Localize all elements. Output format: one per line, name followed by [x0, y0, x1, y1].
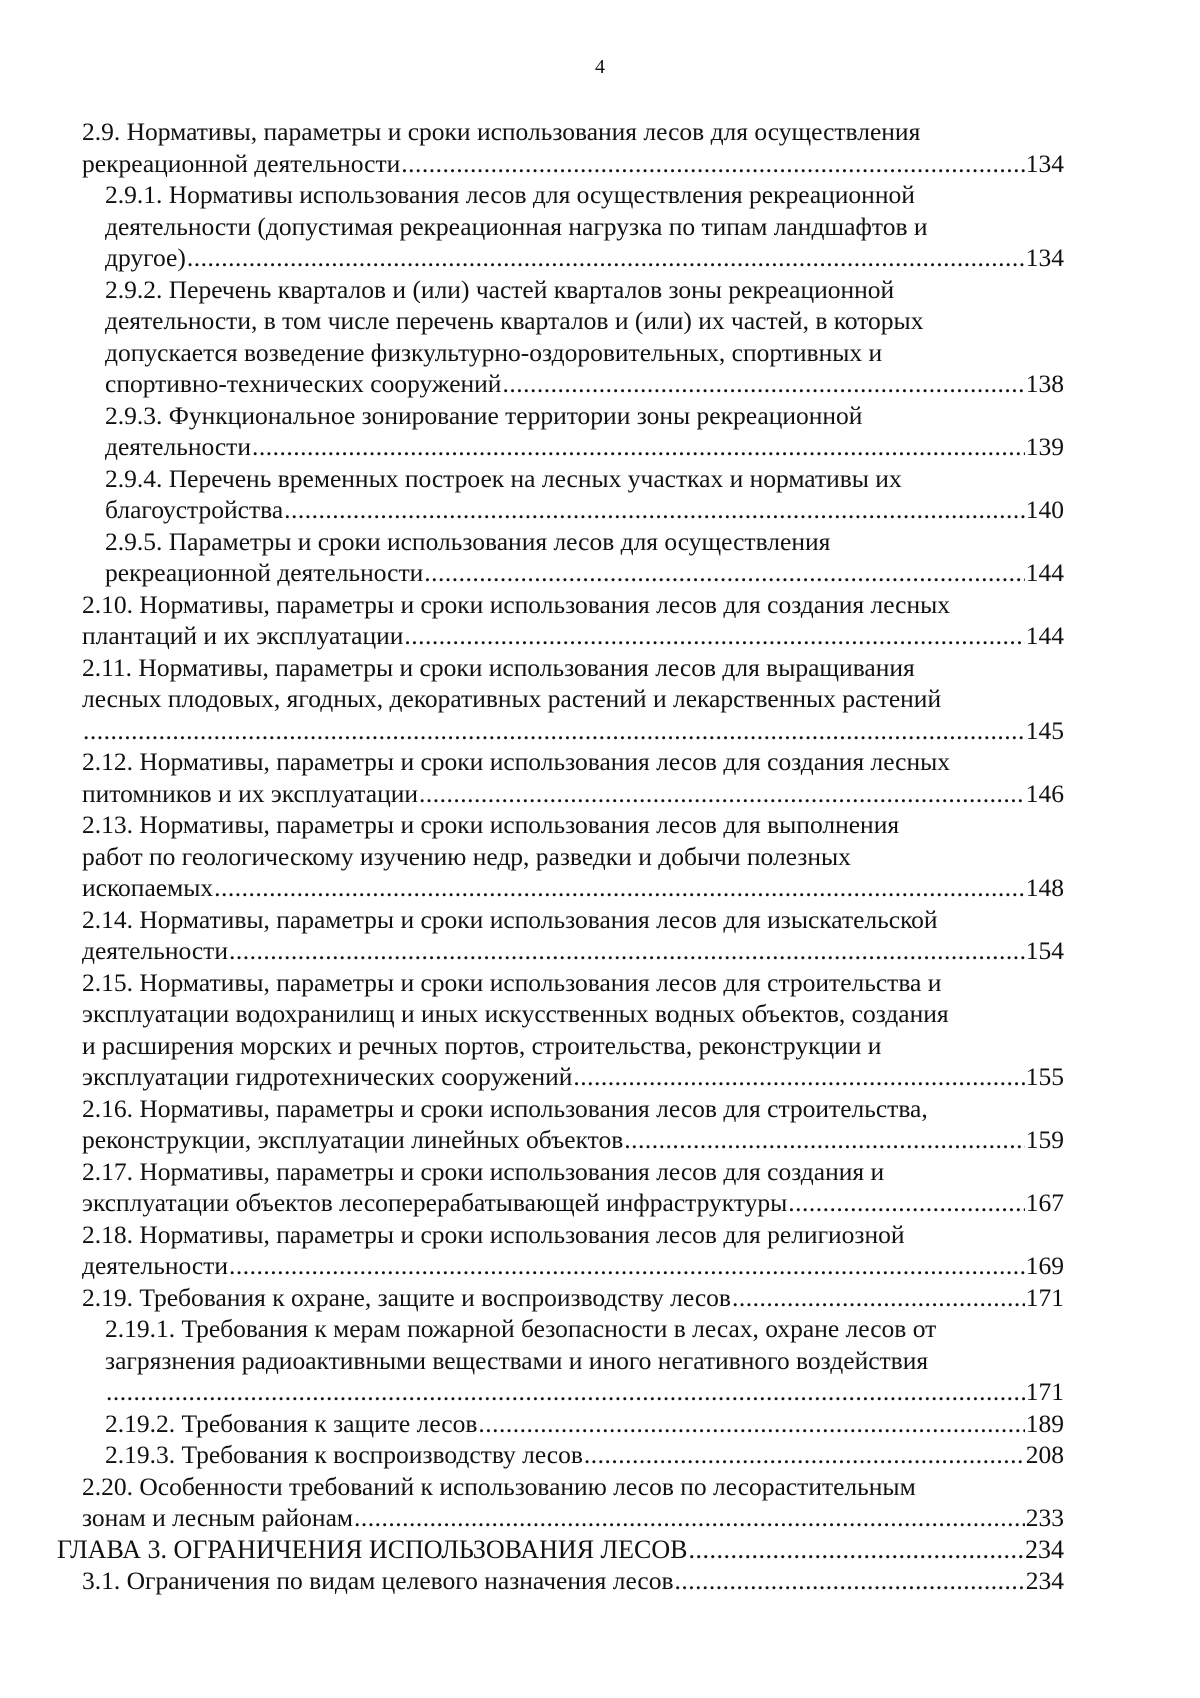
- dot-leader: [214, 872, 1025, 904]
- toc-entry-title-end: ископаемых: [82, 873, 214, 902]
- toc-entry-title-line: 2.9.2. Перечень кварталов и (или) частей кварталов зоны рекреационной: [105, 274, 895, 304]
- dot-leader: [584, 1439, 1025, 1471]
- toc-entry-title-line: загрязнения радиоактивными веществами и иного негативного воздействия: [105, 1345, 929, 1375]
- dot-leader: [624, 1124, 1024, 1156]
- toc-entry-last-line: [82, 1565, 1064, 1597]
- toc-entry-last-line: [105, 431, 1064, 463]
- toc-entry-last-line: [82, 1502, 1064, 1534]
- dot-leader: [675, 1565, 1025, 1597]
- toc-entry-last-line: [82, 935, 1064, 967]
- toc-entry-title-end: благоустройства: [105, 495, 284, 524]
- toc-entry-page-number: 138: [1025, 369, 1064, 398]
- toc-entry-title-line: 2.20. Особенности требований к использованию лесов по лесорастительным: [82, 1471, 916, 1501]
- toc-entry-page-number: 146: [1025, 778, 1064, 808]
- toc-entry[interactable]: [105, 463, 1064, 526]
- toc-entry-page-number: 145: [1025, 715, 1064, 745]
- toc-entry[interactable]: [82, 1565, 1064, 1597]
- toc-entry-title-end: плантаций и их эксплуатации: [82, 621, 404, 650]
- toc-entry-title-end: ГЛАВА 3. ОГРАНИЧЕНИЯ ИСПОЛЬЗОВАНИЯ ЛЕСОВ: [57, 1534, 688, 1564]
- page-number: 4: [595, 56, 605, 78]
- toc-entry-page-number: 155: [1025, 1062, 1064, 1091]
- toc-entry-title-line: 2.10. Нормативы, параметры и сроки использования лесов для создания лесных: [82, 589, 951, 619]
- toc-entry-page-number: 171: [1025, 1282, 1064, 1312]
- toc-entry-title-line: 2.15. Нормативы, параметры и сроки использования лесов для строительства и: [82, 967, 942, 997]
- toc-entry-title-end: рекреационной деятельности: [105, 558, 424, 587]
- toc-entry[interactable]: [82, 652, 1064, 747]
- toc-entry-page-number: 140: [1025, 495, 1064, 524]
- toc-entry-title-line: 2.14. Нормативы, параметры и сроки использования лесов для изыскательской: [82, 904, 938, 934]
- toc-entry-title-end: реконструкции, эксплуатации линейных объектов: [82, 1125, 624, 1154]
- toc-entry-title-end: деятельности: [105, 432, 251, 461]
- toc-entry-title-line: деятельности, в том числе перечень кварталов и (или) их частей, в которых: [105, 306, 924, 335]
- dot-leader: [252, 431, 1025, 463]
- dot-leader: [689, 1534, 1024, 1566]
- toc-entry-title-end: другое): [105, 243, 186, 272]
- toc-entry[interactable]: [82, 1219, 1064, 1282]
- toc-entry-title-line: лесных плодовых, ягодных, декоративных растений и лекарственных растений: [82, 684, 942, 713]
- toc-entry[interactable]: [105, 526, 1064, 589]
- toc-entry-title-end: 2.19. Требования к охране, защите и воспроизводству лесов: [82, 1282, 731, 1312]
- toc-entry-title-line: деятельности (допустимая рекреационная нагрузка по типам ландшафтов и: [105, 211, 928, 241]
- toc-entry-title-end: эксплуатации объектов лесоперерабатывающей инфраструктуры: [82, 1188, 788, 1217]
- toc-entry-page-number: 208: [1025, 1440, 1064, 1469]
- toc-entry-title-line: 2.16. Нормативы, параметры и сроки использования лесов для строительства,: [82, 1093, 928, 1123]
- toc-entry-page-number: 234: [1025, 1566, 1064, 1595]
- toc-entry[interactable]: [82, 589, 1064, 652]
- toc-entry-page-number: 154: [1025, 936, 1064, 965]
- toc-entry-title-line: 2.12. Нормативы, параметры и сроки использования лесов для создания лесных: [82, 747, 951, 776]
- toc-entry[interactable]: [57, 1534, 1064, 1566]
- dot-leader: [419, 778, 1025, 810]
- toc-entry-page-number: 167: [1025, 1188, 1064, 1217]
- dot-leader: [106, 1376, 1025, 1408]
- toc-entry-title-end: 2.19.3. Требования к воспроизводству лесов: [105, 1440, 583, 1469]
- toc-entry-page-number: 233: [1025, 1503, 1064, 1532]
- toc-entry-title-end: деятельности: [82, 936, 228, 965]
- dot-leader: [284, 494, 1025, 526]
- dot-leader: [187, 242, 1025, 274]
- toc-entry-last-line: [82, 1187, 1064, 1219]
- toc-entry[interactable]: [82, 1282, 1064, 1314]
- dot-leader: [424, 557, 1025, 589]
- toc-entry[interactable]: [82, 967, 1064, 1093]
- toc-entry-last-line: [82, 872, 1064, 904]
- toc-entry-last-line: [82, 148, 1064, 180]
- toc-entry-page-number: 144: [1025, 621, 1064, 650]
- dot-leader: [83, 715, 1025, 747]
- toc-entry-last-line: [105, 557, 1064, 589]
- toc-entry-page-number: 169: [1025, 1251, 1064, 1280]
- toc-entry-title-line: 2.19.1. Требования к мерам пожарной безопасности в лесах, охране лесов от: [105, 1314, 937, 1343]
- toc-entry-last-line: [105, 242, 1064, 274]
- dot-leader: [478, 1408, 1024, 1440]
- toc-entry-last-line: [82, 1250, 1064, 1282]
- toc-entry-title-line: 2.11. Нормативы, параметры и сроки использования лесов для выращивания: [82, 652, 915, 682]
- toc-entry-last-line: [82, 1061, 1064, 1093]
- toc-entry-page-number: 148: [1025, 873, 1064, 902]
- toc-entry[interactable]: [105, 1313, 1064, 1408]
- toc-entry-title-end: 2.19.2. Требования к защите лесов: [105, 1408, 478, 1438]
- toc-entry[interactable]: [82, 116, 1064, 179]
- toc-entry-title-line: эксплуатации водохранилищ и иных искусственных водных объектов, создания: [82, 999, 949, 1028]
- dot-leader: [401, 148, 1025, 180]
- toc-entry-title-line: 2.13. Нормативы, параметры и сроки использования лесов для выполнения: [82, 810, 900, 839]
- toc-entry-page-number: 134: [1025, 243, 1064, 272]
- toc-entry-last-line: [105, 1408, 1064, 1440]
- toc-entry[interactable]: [82, 1093, 1064, 1156]
- toc-entry[interactable]: [82, 1156, 1064, 1219]
- toc-entry[interactable]: [82, 1471, 1064, 1534]
- dot-leader: [229, 1250, 1025, 1282]
- toc-entry-title-line: 2.18. Нормативы, параметры и сроки использования лесов для религиозной: [82, 1219, 905, 1249]
- toc-entry-page-number: 134: [1025, 148, 1064, 178]
- toc-entry-title-line: 2.9.4. Перечень временных построек на лесных участках и нормативы их: [105, 463, 902, 493]
- toc-entry-title-line: 2.17. Нормативы, параметры и сроки использования лесов для создания и: [82, 1156, 885, 1186]
- dot-leader: [354, 1502, 1025, 1534]
- toc-entry-last-line: [82, 620, 1064, 652]
- toc-entry[interactable]: [82, 746, 1064, 809]
- toc-entry-last-line: [57, 1534, 1064, 1566]
- toc-entry-page-number: 144: [1025, 558, 1064, 587]
- toc-entry-title-line: 2.9.3. Функциональное зонирование территории зоны рекреационной: [105, 400, 863, 430]
- toc-entry-title-end: рекреационной деятельности: [82, 148, 401, 178]
- toc-entry-title-line: 2.9.1. Нормативы использования лесов для осуществления рекреационной: [105, 180, 915, 209]
- toc-entry[interactable]: [105, 274, 1064, 400]
- toc-entry-last-line: [82, 1124, 1064, 1156]
- toc-entry[interactable]: [105, 1408, 1064, 1440]
- dot-leader: [229, 935, 1025, 967]
- toc-entry-page-number: 159: [1025, 1125, 1064, 1154]
- dot-leader: [788, 1187, 1024, 1219]
- toc-entry-title-end: деятельности: [82, 1251, 228, 1280]
- toc-entry[interactable]: [105, 400, 1064, 463]
- toc-entry-last-line: [105, 1439, 1064, 1471]
- table-of-contents: [57, 116, 1064, 1597]
- dot-leader: [573, 1061, 1024, 1093]
- toc-entry[interactable]: [82, 904, 1064, 967]
- toc-entry-title-end: спортивно-технических сооружений: [105, 369, 502, 398]
- dot-leader: [404, 620, 1024, 652]
- toc-entry-last-line: [82, 715, 1064, 747]
- toc-entry-page-number: 234: [1025, 1534, 1064, 1564]
- toc-entry-title-line: работ по геологическому изучению недр, разведки и добычи полезных: [82, 841, 851, 871]
- toc-entry-page-number: 171: [1025, 1377, 1064, 1406]
- toc-entry-last-line: [82, 778, 1064, 810]
- toc-entry-last-line: [105, 494, 1064, 526]
- toc-entry-title-end: питомников и их эксплуатации: [82, 778, 419, 808]
- dot-leader: [732, 1282, 1025, 1314]
- toc-entry[interactable]: [82, 809, 1064, 904]
- dot-leader: [502, 368, 1024, 400]
- toc-entry-title-line: и расширения морских и речных портов, строительства, реконструкции и: [82, 1030, 882, 1060]
- toc-entry-title-end: 3.1. Ограничения по видам целевого назначения лесов: [82, 1566, 674, 1595]
- toc-entry[interactable]: [105, 1439, 1064, 1471]
- toc-entry-title-line: 2.9. Нормативы, параметры и сроки использования лесов для осуществления: [82, 117, 921, 146]
- toc-entry-title-end: эксплуатации гидротехнических сооружений: [82, 1062, 573, 1091]
- toc-entry-last-line: [105, 1376, 1064, 1408]
- toc-entry-title-end: зонам и лесным районам: [82, 1503, 354, 1532]
- toc-entry-title-line: допускается возведение физкультурно-оздоровительных, спортивных и: [105, 337, 883, 367]
- toc-entry-last-line: [82, 1282, 1064, 1314]
- toc-entry-title-line: 2.9.5. Параметры и сроки использования лесов для осуществления: [105, 526, 831, 556]
- toc-entry-page-number: 139: [1025, 432, 1064, 461]
- toc-entry-last-line: [105, 368, 1064, 400]
- toc-entry-page-number: 189: [1025, 1408, 1064, 1438]
- toc-entry[interactable]: [105, 179, 1064, 274]
